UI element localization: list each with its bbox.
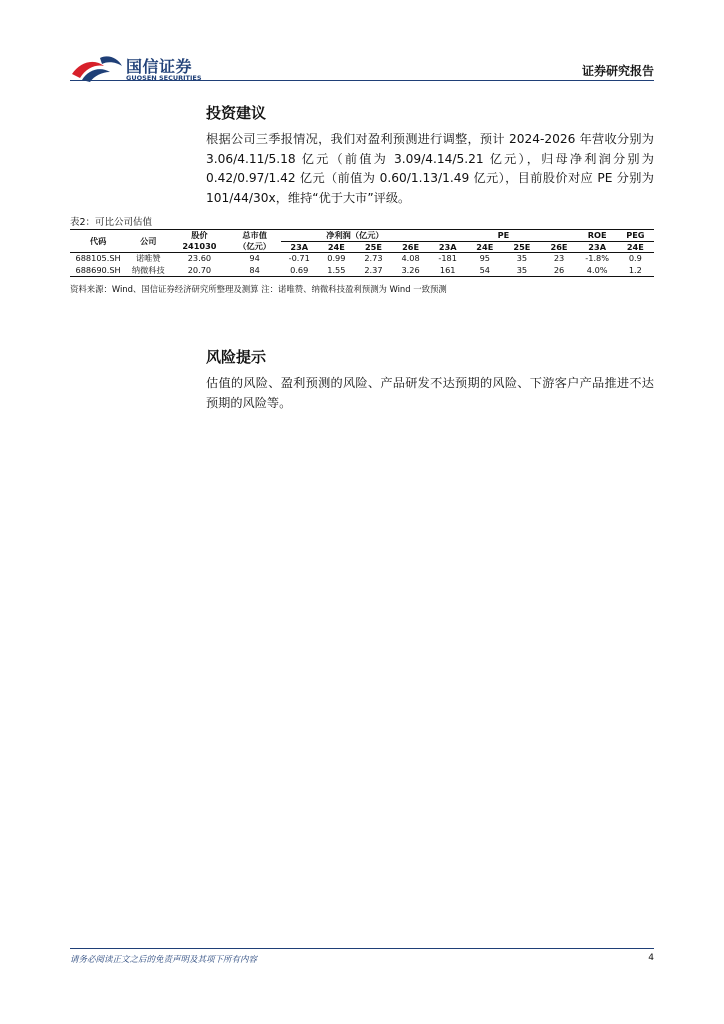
investment-paragraph: 根据公司三季报情况，我们对盈利预测进行调整，预计 2024-2026 年营收分别为 3.06/4.11/5.18 亿元（前值为 3.09/4.14/5.21 亿元），归母净利润分别为 0.42/0.97/1.42 亿元（前值为 0.60/1.13/1.49 亿元），目前股价对应 PE 分别为 101/44/30x，维持“优于大市”评级。	[206, 132, 654, 205]
th-np-year: 26E	[392, 241, 429, 253]
cell-code: 688105.SH	[75, 253, 121, 263]
cell-pe: 95	[479, 253, 491, 263]
page-number: 4	[648, 953, 654, 963]
th-mcap-unit: （亿元）	[229, 241, 281, 253]
cell-company: 纳微科技	[126, 265, 170, 277]
table-row	[70, 253, 654, 265]
table-row	[70, 265, 654, 277]
cell-price: 23.60	[187, 253, 212, 263]
th-pe-year: 26E	[540, 241, 577, 253]
cell-mcap: 94	[249, 253, 260, 263]
th-np-year: 23A	[281, 241, 318, 253]
table-caption: 表2：可比公司估值	[70, 217, 153, 228]
cell-np: 2.73	[364, 253, 383, 263]
table-source-note: 资料来源：Wind、国信证券经济研究所整理及测算 注：诺唯赞、纳微科技盈利预测为 Wind 一致预测	[70, 284, 447, 294]
report-type: 证券研究报告	[581, 64, 654, 78]
cell-np: 2.37	[355, 265, 392, 277]
cell-np: 0.69	[281, 265, 318, 277]
cell-pe: 35	[516, 253, 528, 263]
th-pe: PE	[429, 230, 577, 242]
logo-text-en: GUOSEN SECURITIES	[126, 74, 202, 82]
cell-pe: -181	[438, 253, 457, 263]
cell-pe: 26	[540, 265, 577, 277]
cell-company: 诺唯赞	[135, 253, 161, 263]
cell-np: 4.08	[401, 253, 420, 263]
cell-np: -0.71	[288, 253, 310, 263]
cell-roe: 4.0%	[578, 265, 617, 277]
cell-mcap: 84	[229, 265, 281, 277]
cell-np: 0.99	[327, 253, 346, 263]
header-divider	[70, 80, 654, 81]
th-price-date: 241030	[170, 241, 228, 253]
footer-disclaimer: 请务必阅读正文之后的免责声明及其项下所有内容	[70, 955, 258, 965]
th-np-year: 25E	[355, 241, 392, 253]
th-code: 代码	[70, 230, 126, 253]
th-roe-year: 23A	[578, 241, 617, 253]
cell-pe: 35	[503, 265, 540, 277]
cell-code: 688690.SH	[70, 265, 126, 277]
risk-paragraph: 估值的风险、盈利预测的风险、产品研发不达预期的风险、下游客户产品推进不达预期的风险等。	[206, 376, 654, 410]
cell-np: 1.55	[318, 265, 355, 277]
investment-title: 投资建议	[206, 104, 267, 122]
cell-peg: 0.9	[628, 253, 642, 263]
th-peg: PEG	[617, 230, 654, 242]
th-pe-year: 24E	[466, 241, 503, 253]
th-company: 公司	[126, 230, 170, 253]
cell-peg: 1.2	[617, 265, 654, 277]
cell-pe: 23	[553, 253, 565, 263]
logo-text-cn: 国信证券	[126, 57, 193, 76]
cell-price: 20.70	[170, 265, 228, 277]
th-pe-year: 23A	[429, 241, 466, 253]
th-roe: ROE	[578, 230, 617, 242]
risk-title: 风险提示	[206, 348, 267, 366]
cell-pe: 161	[429, 265, 466, 277]
cell-np: 3.26	[392, 265, 429, 277]
th-price: 股价	[170, 230, 228, 242]
cell-roe: -1.8%	[585, 253, 610, 263]
th-mcap: 总市值	[229, 230, 281, 242]
th-np-year: 24E	[318, 241, 355, 253]
th-peg-year: 24E	[617, 241, 654, 253]
th-pe-year: 25E	[503, 241, 540, 253]
footer-divider	[70, 948, 654, 949]
th-net-profit: 净利润（亿元）	[281, 230, 429, 242]
valuation-table	[70, 229, 654, 277]
cell-pe: 54	[466, 265, 503, 277]
